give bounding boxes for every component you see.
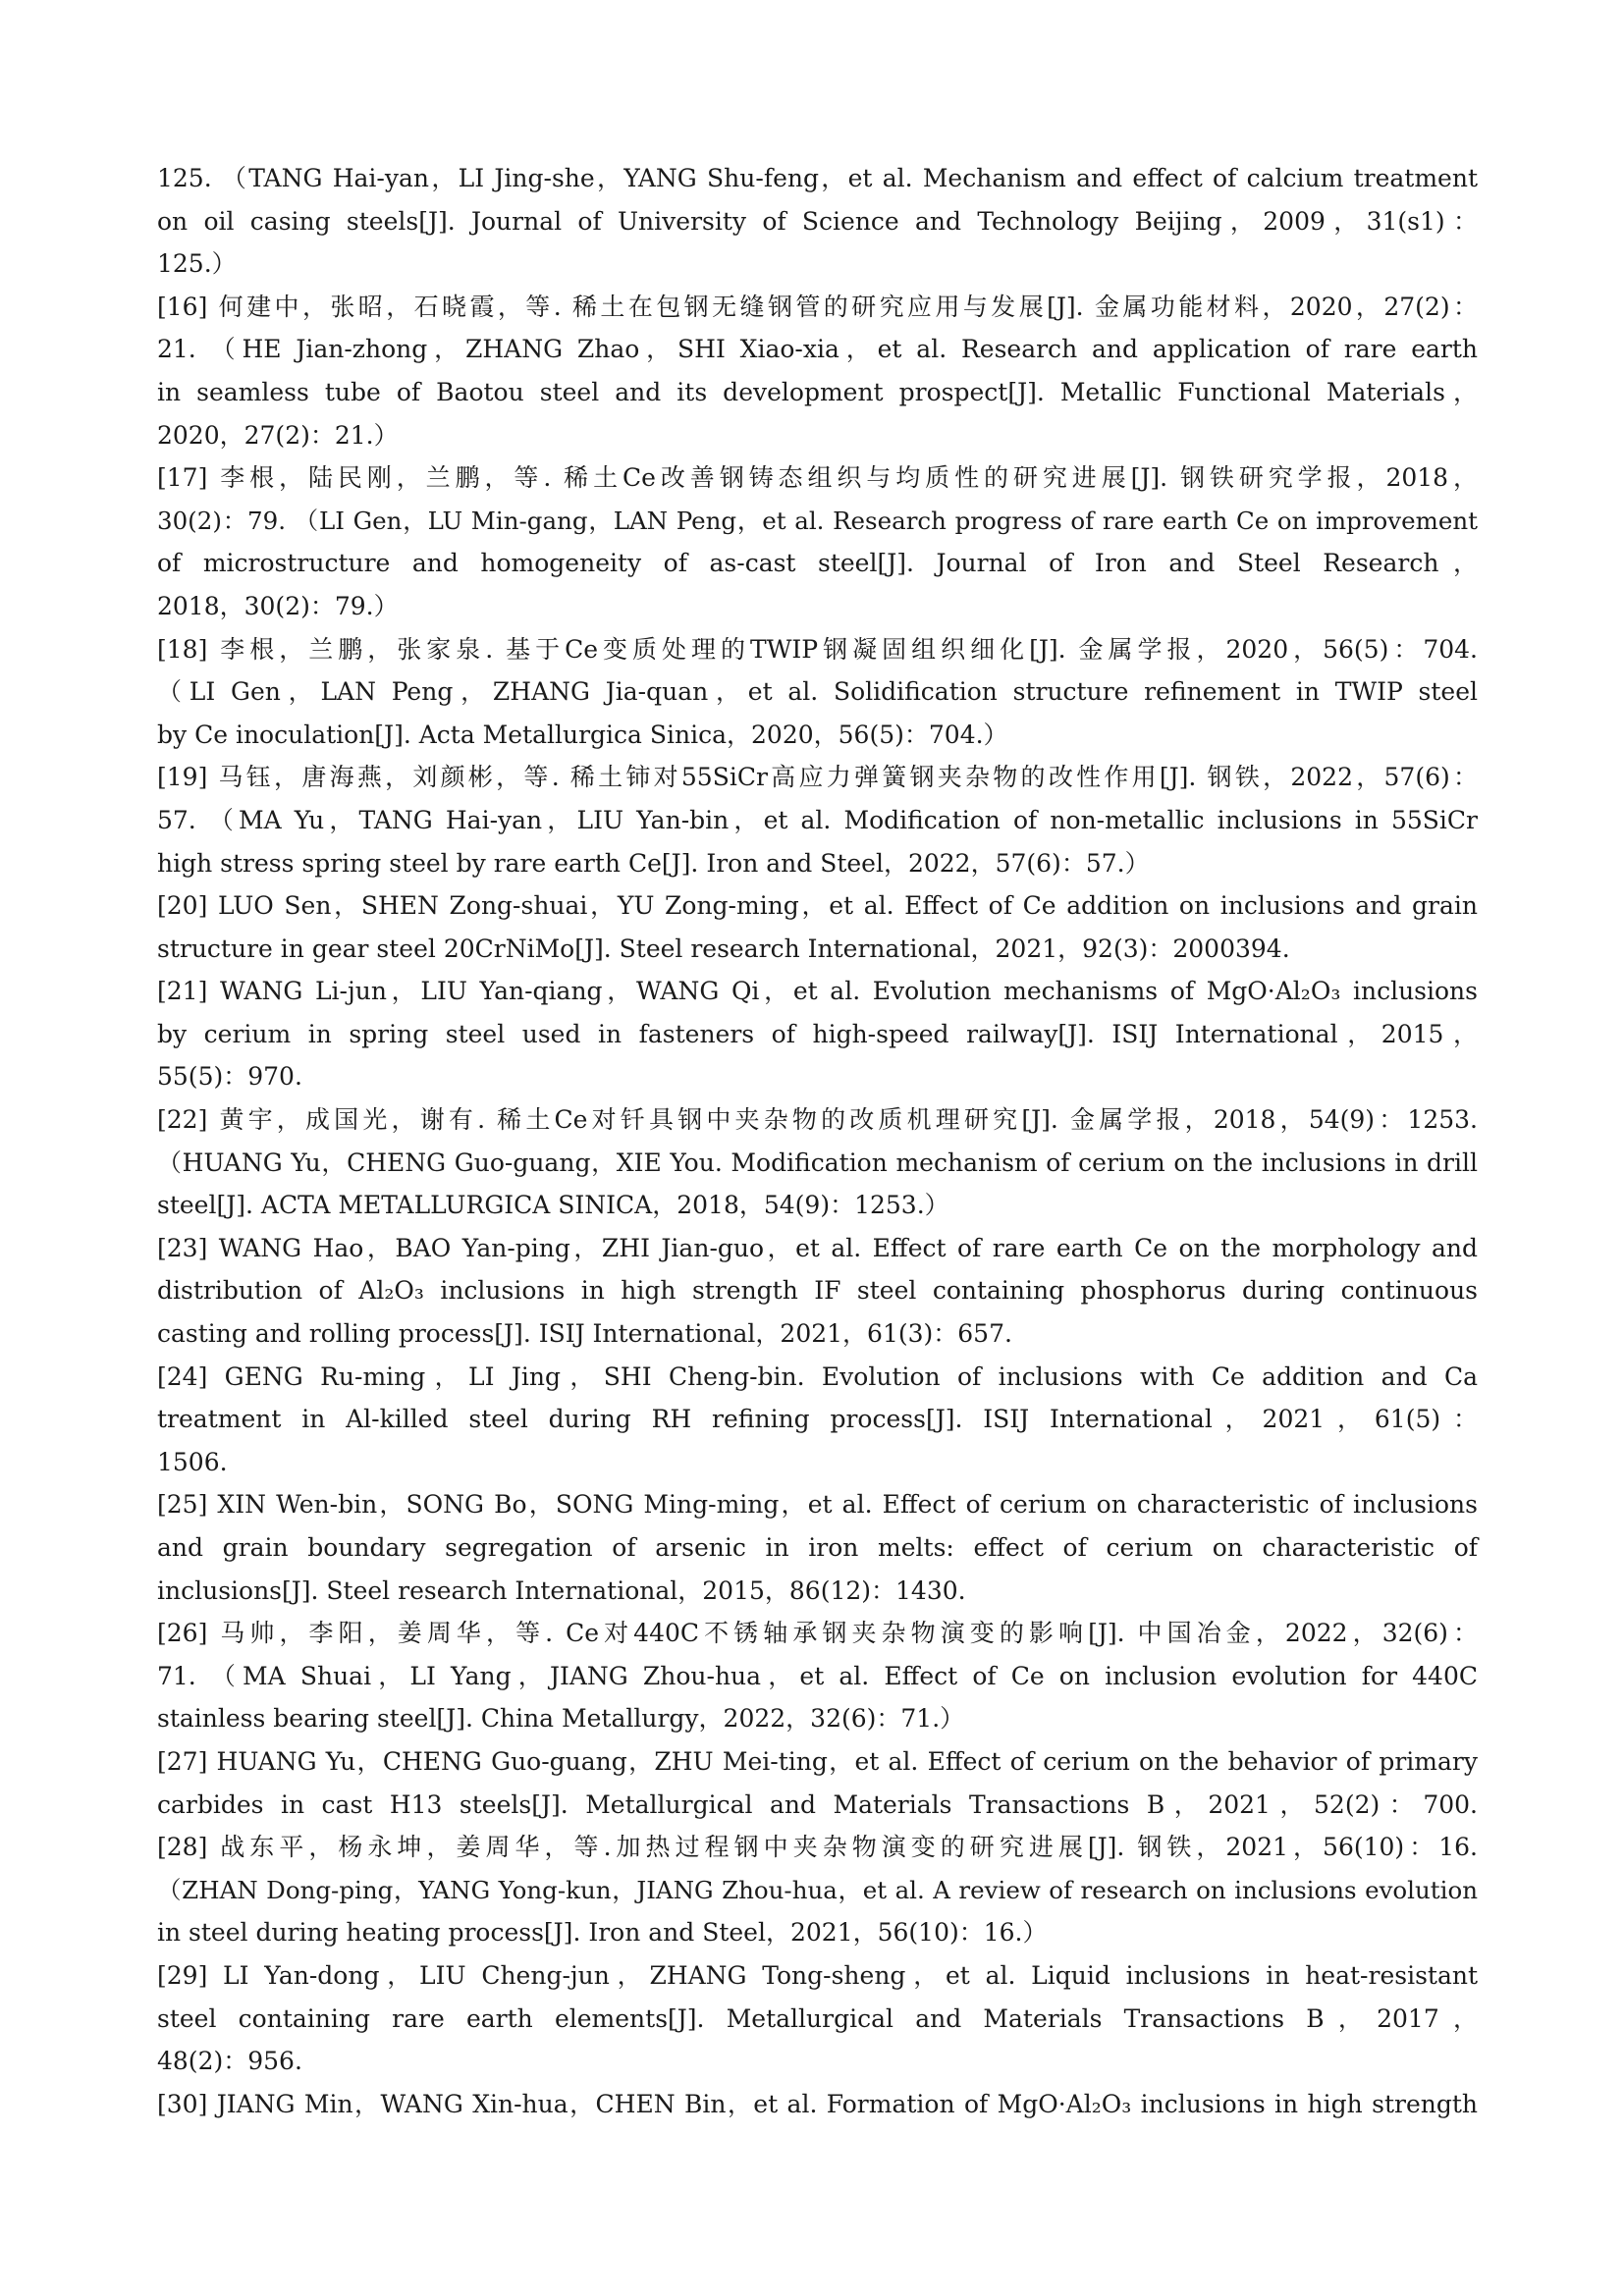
- reference-line: （HUANG Yu，CHENG Guo-guang，XIE You. Modification mechanism of cerium on the inclusions in drill: [157, 1148, 1478, 1177]
- reference-line: 71. （MA Shuai，LI Yang，JIANG Zhou-hua，et al. Effect of Ce on inclusion evolution for 440C: [157, 1661, 1478, 1690]
- reference-entry: [157, 1356, 1478, 1484]
- reference-line: of microstructure and homogeneity of as-cast steel[J]. Journal of Iron and Steel Research，: [157, 549, 1478, 578]
- reference-entry: [157, 1740, 1478, 1826]
- reference-line: in steel during heating process[J]. Iron and Steel，2021，56(10)：16.）: [157, 1918, 1048, 1948]
- reference-line: 55(5)：970.: [157, 1062, 302, 1092]
- reference-line: （LI Gen，LAN Peng，ZHANG Jia-quan，et al. Solidification structure refinement in TWIP steel: [157, 677, 1478, 707]
- reference-line: 1506.: [157, 1447, 228, 1476]
- reference-line: high stress spring steel by rare earth Ce[J]. Iron and Steel，2022，57(6)：57.）: [157, 848, 1150, 878]
- reference-entry: [157, 1098, 1478, 1227]
- reference-line: [29] LI Yan-dong，LIU Cheng-jun，ZHANG Tong-sheng，et al. Liquid inclusions in heat-resistant: [157, 1960, 1478, 1990]
- reference-entry: [157, 1483, 1478, 1612]
- reference-line: stainless bearing steel[J]. China Metallurgy，2022，32(6)：71.）: [157, 1704, 965, 1734]
- reference-line: 125.）: [157, 249, 237, 279]
- reference-line: and grain boundary segregation of arsenic in iron melts: effect of cerium on characteristic of: [157, 1533, 1478, 1562]
- reference-line: by cerium in spring steel used in fasteners of high-speed railway[J]. ISIJ International，2015，: [157, 1019, 1478, 1048]
- reference-entry: [157, 884, 1478, 970]
- reference-line: 125. （TANG Hai-yan，LI Jing-she，YANG Shu-feng，et al. Mechanism and effect of calcium treatment: [157, 164, 1478, 192]
- reference-entry: [157, 628, 1478, 757]
- reference-line: inclusions[J]. Steel research International，2015，86(12)：1430.: [157, 1575, 966, 1605]
- reference-line: 57. （MA Yu，TANG Hai-yan，LIU Yan-bin，et al. Modification of non-metallic inclusions in 55SiCr: [157, 805, 1478, 834]
- reference-line: [26] 马帅，李阳，姜周华，等. Ce对440C不锈轴承钢夹杂物演变的影响[J]. 中国冶金，2022，32(6)：: [157, 1619, 1478, 1648]
- reference-line: [16] 何建中，张昭，石晓霞，等. 稀土在包钢无缝钢管的研究应用与发展[J]. 金属功能材料，2020，27(2)：: [157, 292, 1478, 321]
- reference-entry: [157, 970, 1478, 1098]
- reference-line: treatment in Al-killed steel during RH refining process[J]. ISIJ International，2021，61(5)：: [157, 1405, 1478, 1434]
- reference-line: [25] XIN Wen-bin，SONG Bo，SONG Ming-ming，et al. Effect of cerium on characteristic of inclusions: [157, 1490, 1478, 1520]
- reference-line: [17] 李根，陆民刚，兰鹏，等. 稀土Ce改善钢铸态组织与均质性的研究进展[J]. 钢铁研究学报，2018，: [157, 463, 1478, 493]
- reference-entry: [157, 1954, 1478, 2083]
- reference-line: 21. （HE Jian-zhong，ZHANG Zhao，SHI Xiao-xia，et al. Research and application of rare earth: [157, 335, 1478, 364]
- reference-line: [27] HUANG Yu，CHENG Guo-guang，ZHU Mei-ting，et al. Effect of cerium on the behavior of primary: [157, 1746, 1478, 1776]
- reference-line: steel containing rare earth elements[J]. Metallurgical and Materials Transactions B，2017，: [157, 2003, 1478, 2033]
- reference-line: casting and rolling process[J]. ISIJ International，2021，61(3)：657.: [157, 1319, 1012, 1349]
- reference-line: 30(2)：79. （LI Gen，LU Min-gang，LAN Peng，et al. Research progress of rare earth Ce on improvement: [157, 506, 1478, 535]
- reference-entry: [157, 1826, 1478, 1954]
- reference-list: [157, 157, 1478, 2125]
- reference-line: [20] LUO Sen，SHEN Zong-shuai，YU Zong-ming，et al. Effect of Ce addition on inclusions and grain: [157, 891, 1478, 921]
- reference-line: [19] 马钰，唐海燕，刘颜彬，等. 稀土铈对55SiCr高应力弹簧钢夹杂物的改性作用[J]. 钢铁，2022，57(6)：: [157, 763, 1478, 792]
- reference-line: steel[J]. ACTA METALLURGICA SINICA，2018，54(9)：1253.）: [157, 1191, 949, 1220]
- reference-entry: [157, 286, 1478, 456]
- reference-line: [18] 李根，兰鹏，张家泉. 基于Ce变质处理的TWIP钢凝固组织细化[J]. 金属学报，2020，56(5)：704.: [157, 634, 1478, 664]
- reference-line: [28] 战东平，杨永坤，姜周华，等.加热过程钢中夹杂物演变的研究进展[J]. 钢铁，2021，56(10)：16.: [157, 1833, 1478, 1862]
- reference-line: on oil casing steels[J]. Journal of University of Science and Technology Beijing，2009，31(s1)：: [157, 206, 1478, 236]
- reference-line: 2020，27(2)：21.）: [157, 420, 399, 450]
- reference-line: by Ce inoculation[J]. Acta Metallurgica Sinica，2020，56(5)：704.）: [157, 720, 1008, 749]
- reference-entry: [157, 756, 1478, 884]
- reference-line: 48(2)：956.: [157, 2047, 302, 2076]
- reference-line: in seamless tube of Baotou steel and its development prospect[J]. Metallic Functional Materials，: [157, 377, 1478, 406]
- reference-line: [21] WANG Li-jun，LIU Yan-qiang，WANG Qi，et al. Evolution mechanisms of MgO·Al₂O₃ inclusions: [157, 977, 1478, 1006]
- reference-entry: [157, 157, 1478, 286]
- reference-entry: [157, 1612, 1478, 1740]
- reference-entry: [157, 456, 1478, 627]
- reference-line: distribution of Al₂O₃ inclusions in high strength IF steel containing phosphorus during continuous: [157, 1276, 1478, 1306]
- reference-line: [30] JIANG Min，WANG Xin-hua，CHEN Bin，et al. Formation of MgO·Al₂O₃ inclusions in high strength: [157, 2089, 1478, 2118]
- reference-line: structure in gear steel 20CrNiMo[J]. Steel research International，2021，92(3)：2000394.: [157, 934, 1290, 963]
- reference-entry: [157, 2083, 1478, 2126]
- reference-line: [22] 黄宇，成国光，谢有. 稀土Ce对钎具钢中夹杂物的改质机理研究[J]. 金属学报，2018，54(9)：1253.: [157, 1105, 1478, 1135]
- reference-line: 2018，30(2)：79.）: [157, 591, 399, 620]
- reference-line: [23] WANG Hao，BAO Yan-ping，ZHI Jian-guo，et al. Effect of rare earth Ce on the morphology and: [157, 1233, 1478, 1262]
- reference-line: [24] GENG Ru-ming，LI Jing，SHI Cheng-bin. Evolution of inclusions with Ce addition and Ca: [157, 1362, 1478, 1391]
- reference-line: carbides in cast H13 steels[J]. Metallurgical and Materials Transactions B，2021，52(2)：700.: [157, 1789, 1478, 1819]
- reference-line: （ZHAN Dong-ping，YANG Yong-kun，JIANG Zhou-hua，et al. A review of research on inclusions evolution: [157, 1875, 1478, 1904]
- reference-entry: [157, 1227, 1478, 1356]
